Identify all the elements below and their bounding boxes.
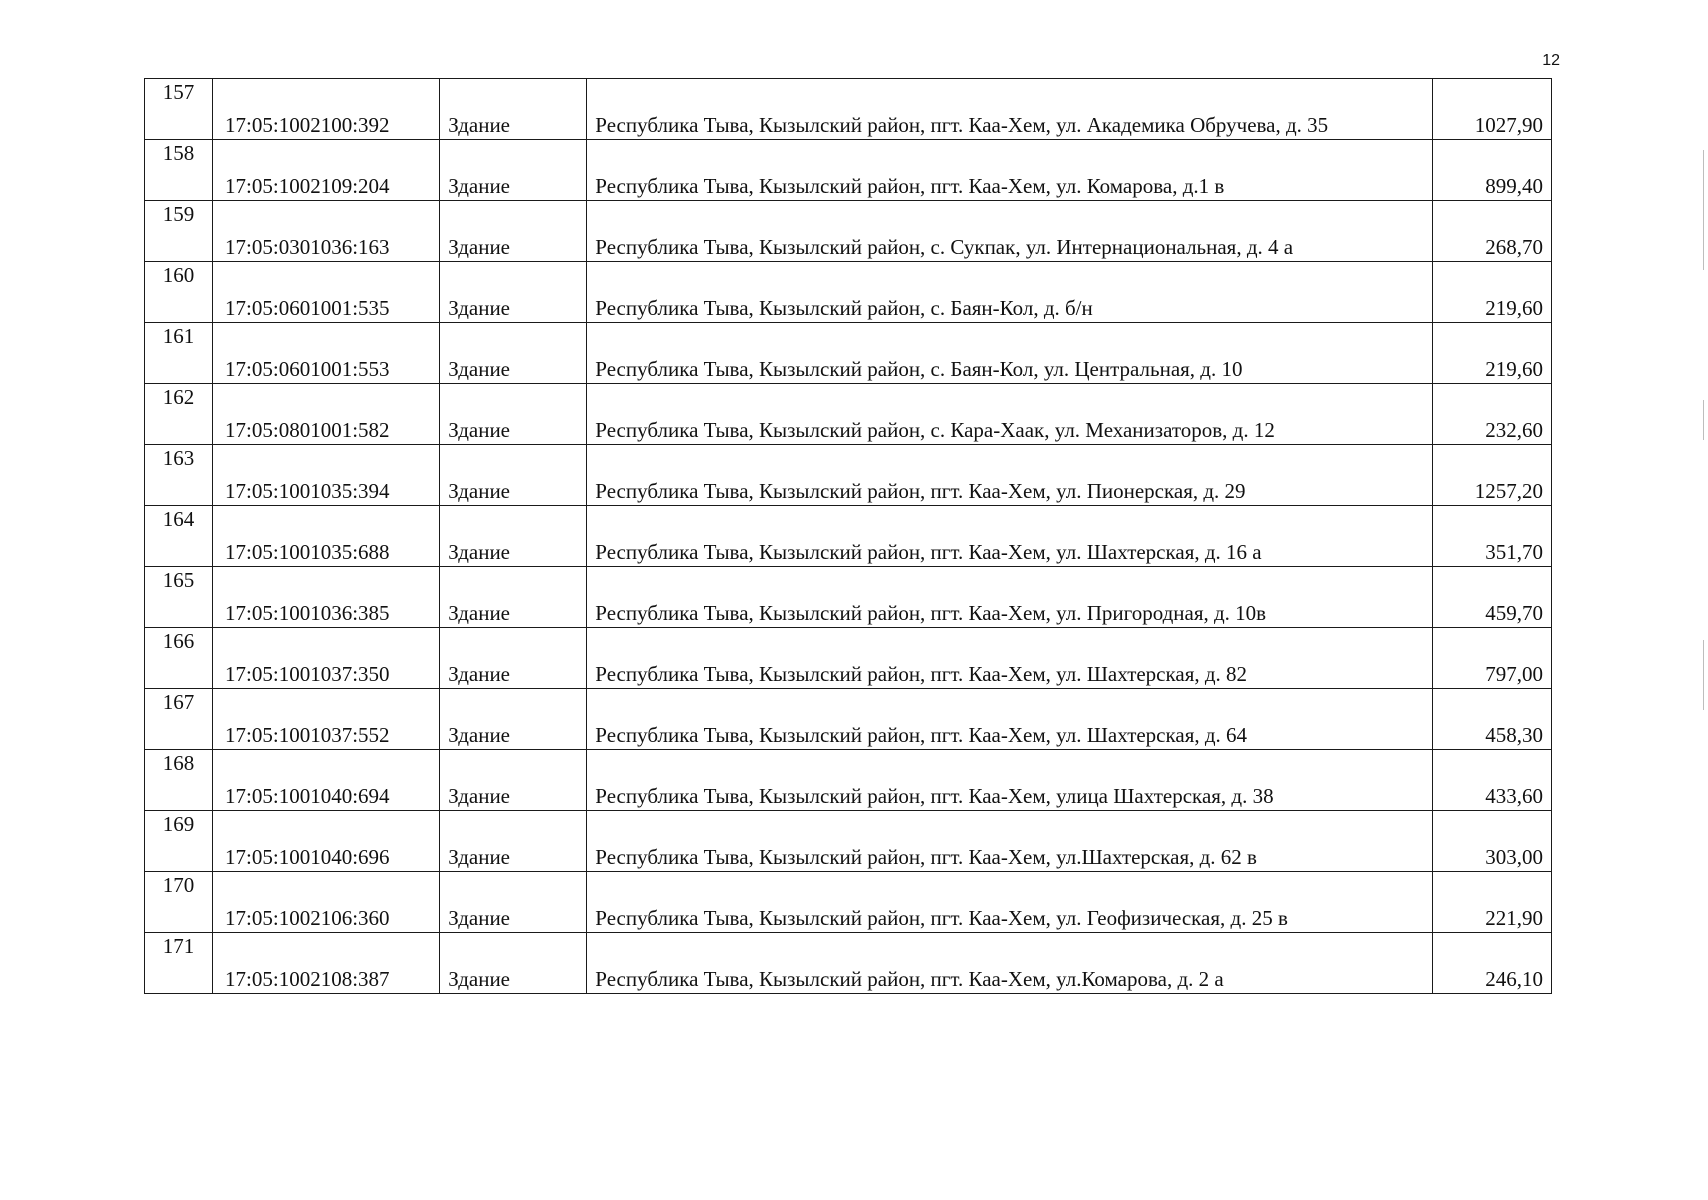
table-row (145, 811, 1552, 872)
address-cell: Республика Тыва, Кызылский район, с. Кара-Хаак, ул. Механизаторов, д. 12 (587, 384, 1433, 445)
area-cell: 1257,20 (1432, 445, 1551, 506)
table-body (145, 79, 1552, 994)
row-number-cell: 161 (145, 323, 213, 384)
row-number-cell: 164 (145, 506, 213, 567)
object-type-cell: Здание (440, 506, 587, 567)
object-type-cell: Здание (440, 567, 587, 628)
table-row (145, 79, 1552, 140)
object-type-cell: Здание (440, 79, 587, 140)
object-type-cell: Здание (440, 750, 587, 811)
cadastral-number-cell: 17:05:1001035:688 (213, 506, 440, 567)
row-number-cell: 162 (145, 384, 213, 445)
area-cell: 458,30 (1432, 689, 1551, 750)
address-cell: Республика Тыва, Кызылский район, пгт. Каа-Хем, ул. Академика Обручева, д. 35 (587, 79, 1433, 140)
address-cell: Республика Тыва, Кызылский район, пгт. Каа-Хем, ул. Пригородная, д. 10в (587, 567, 1433, 628)
table-row (145, 384, 1552, 445)
row-number-cell: 171 (145, 933, 213, 994)
address-cell: Республика Тыва, Кызылский район, с. Баян-Кол, ул. Центральная, д. 10 (587, 323, 1433, 384)
object-type-cell: Здание (440, 689, 587, 750)
address-cell: Республика Тыва, Кызылский район, пгт. Каа-Хем, улица Шахтерская, д. 38 (587, 750, 1433, 811)
area-cell: 268,70 (1432, 201, 1551, 262)
scan-edge-mark (1703, 400, 1704, 440)
address-cell: Республика Тыва, Кызылский район, с. Баян-Кол, д. б/н (587, 262, 1433, 323)
address-cell: Республика Тыва, Кызылский район, пгт. Каа-Хем, ул.Шахтерская, д. 62 в (587, 811, 1433, 872)
row-number-cell: 160 (145, 262, 213, 323)
cadastral-number-cell: 17:05:1001036:385 (213, 567, 440, 628)
cadastral-number-cell: 17:05:0301036:163 (213, 201, 440, 262)
address-cell: Республика Тыва, Кызылский район, пгт. Каа-Хем, ул. Шахтерская, д. 82 (587, 628, 1433, 689)
object-type-cell: Здание (440, 933, 587, 994)
object-type-cell: Здание (440, 140, 587, 201)
area-cell: 232,60 (1432, 384, 1551, 445)
cadastral-number-cell: 17:05:1002108:387 (213, 933, 440, 994)
table-row (145, 323, 1552, 384)
table-row (145, 506, 1552, 567)
table-row (145, 933, 1552, 994)
row-number-cell: 163 (145, 445, 213, 506)
row-number-cell: 158 (145, 140, 213, 201)
area-cell: 219,60 (1432, 262, 1551, 323)
cadastral-number-cell: 17:05:0801001:582 (213, 384, 440, 445)
table-row (145, 567, 1552, 628)
row-number-cell: 167 (145, 689, 213, 750)
address-cell: Республика Тыва, Кызылский район, пгт. Каа-Хем, ул. Геофизическая, д. 25 в (587, 872, 1433, 933)
cadastral-number-cell: 17:05:1002106:360 (213, 872, 440, 933)
area-cell: 459,70 (1432, 567, 1551, 628)
cadastral-number-cell: 17:05:1001040:694 (213, 750, 440, 811)
address-cell: Республика Тыва, Кызылский район, пгт. Каа-Хем, ул.Комарова, д. 2 а (587, 933, 1433, 994)
cadastral-number-cell: 17:05:1002100:392 (213, 79, 440, 140)
cadastral-number-cell: 17:05:1001037:350 (213, 628, 440, 689)
row-number-cell: 168 (145, 750, 213, 811)
object-type-cell: Здание (440, 201, 587, 262)
area-cell: 433,60 (1432, 750, 1551, 811)
object-type-cell: Здание (440, 445, 587, 506)
table-row (145, 445, 1552, 506)
object-type-cell: Здание (440, 262, 587, 323)
page-number: 12 (1542, 52, 1560, 69)
table-row (145, 750, 1552, 811)
scan-edge-mark (1703, 640, 1704, 710)
table-row (145, 140, 1552, 201)
row-number-cell: 165 (145, 567, 213, 628)
row-number-cell: 169 (145, 811, 213, 872)
object-type-cell: Здание (440, 872, 587, 933)
table-row (145, 872, 1552, 933)
object-type-cell: Здание (440, 384, 587, 445)
address-cell: Республика Тыва, Кызылский район, пгт. Каа-Хем, ул. Шахтерская, д. 64 (587, 689, 1433, 750)
row-number-cell: 157 (145, 79, 213, 140)
address-cell: Республика Тыва, Кызылский район, пгт. Каа-Хем, ул. Шахтерская, д. 16 а (587, 506, 1433, 567)
cadastral-number-cell: 17:05:1002109:204 (213, 140, 440, 201)
object-type-cell: Здание (440, 811, 587, 872)
row-number-cell: 170 (145, 872, 213, 933)
area-cell: 797,00 (1432, 628, 1551, 689)
object-type-cell: Здание (440, 323, 587, 384)
area-cell: 246,10 (1432, 933, 1551, 994)
cadastral-number-cell: 17:05:0601001:553 (213, 323, 440, 384)
property-registry-table (144, 78, 1552, 994)
area-cell: 899,40 (1432, 140, 1551, 201)
cadastral-number-cell: 17:05:1001037:552 (213, 689, 440, 750)
table-row (145, 262, 1552, 323)
cadastral-number-cell: 17:05:1001040:696 (213, 811, 440, 872)
area-cell: 351,70 (1432, 506, 1551, 567)
object-type-cell: Здание (440, 628, 587, 689)
area-cell: 219,60 (1432, 323, 1551, 384)
address-cell: Республика Тыва, Кызылский район, с. Сукпак, ул. Интернациональная, д. 4 а (587, 201, 1433, 262)
table-row (145, 689, 1552, 750)
table-row (145, 201, 1552, 262)
cadastral-number-cell: 17:05:0601001:535 (213, 262, 440, 323)
scan-edge-mark (1703, 150, 1704, 270)
cadastral-number-cell: 17:05:1001035:394 (213, 445, 440, 506)
address-cell: Республика Тыва, Кызылский район, пгт. Каа-Хем, ул. Пионерская, д. 29 (587, 445, 1433, 506)
address-cell: Республика Тыва, Кызылский район, пгт. Каа-Хем, ул. Комарова, д.1 в (587, 140, 1433, 201)
row-number-cell: 159 (145, 201, 213, 262)
table-row (145, 628, 1552, 689)
area-cell: 303,00 (1432, 811, 1551, 872)
area-cell: 1027,90 (1432, 79, 1551, 140)
row-number-cell: 166 (145, 628, 213, 689)
area-cell: 221,90 (1432, 872, 1551, 933)
